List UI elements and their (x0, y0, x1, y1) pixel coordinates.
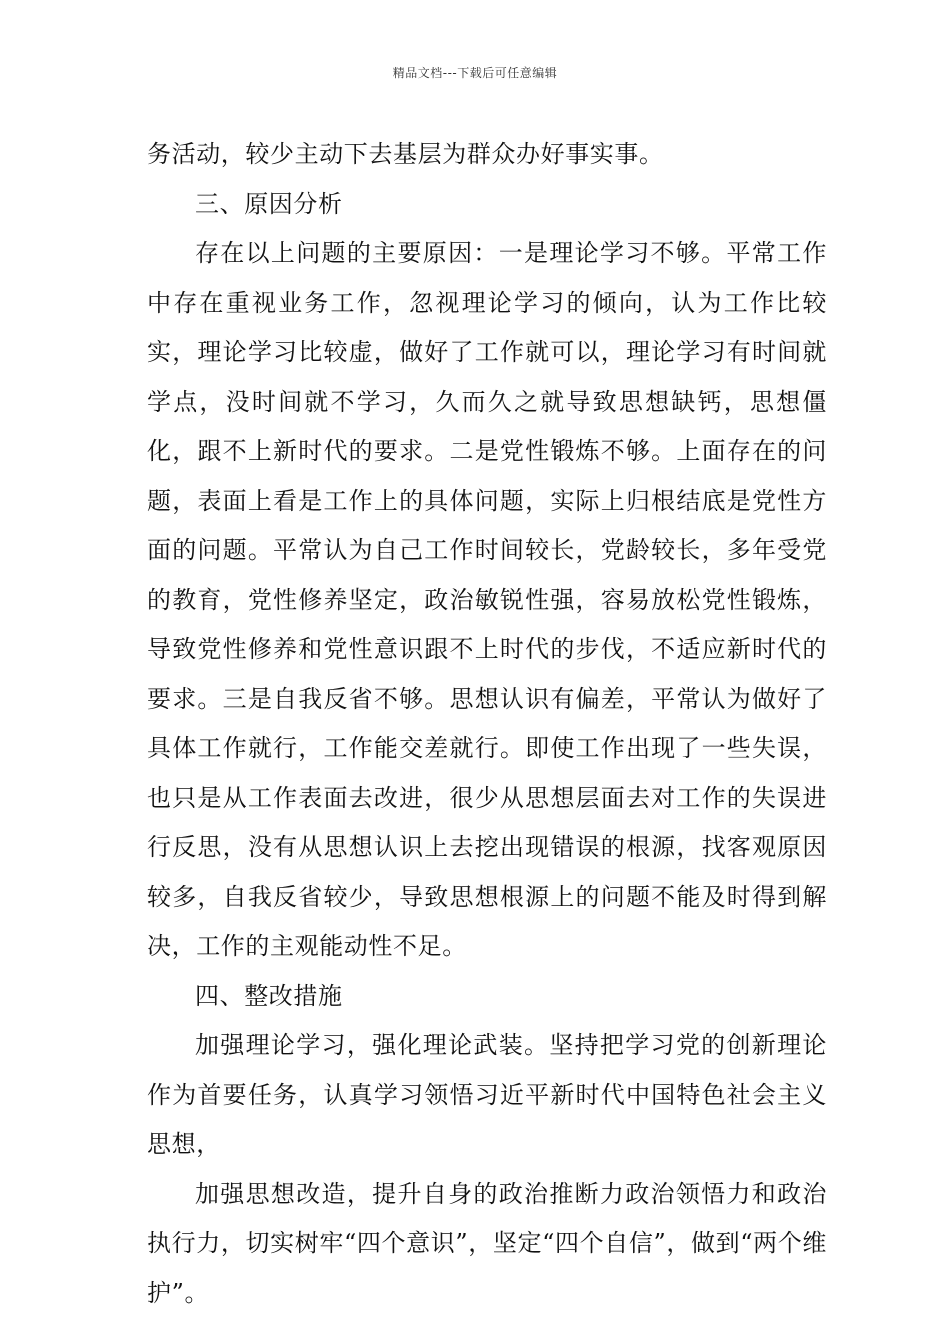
section-heading-cause-analysis: 三、原因分析 (195, 189, 343, 218)
document-body (147, 130, 827, 1318)
paragraph-cause-analysis: 存在以上问题的主要原因：一是理论学习不够。平常工作中存在重视业务工作，忽视理论学习的倾向，认为工作比较实，理论学习比较虚，做好了工作就可以，理论学习有时间就学点，没时间就不学习，久而久之就导致思想缺钙，思想僵化，跟不上新时代的要求。二是党性锻炼不够。上面存在的问题，表面上看是工作上的具体问题，实际上归根结底是党性方面的问题。平常认为自己工作时间较长，党龄较长，多年受党的教育，党性修养坚定，政治敏锐性强，容易放松党性锻炼，导致党性修养和党性意识跟不上时代的步伐，不适应新时代的要求。三是自我反省不够。思想认识有偏差，平常认为做好了具体工作就行，工作能交差就行。即使工作出现了一些失误，也只是从工作表面去改进，很少从思想层面去对工作的失误进行反思，没有从思想认识上去挖出现错误的根源，找客观原因较多，自我反省较少，导致思想根源上的问题不能及时得到解决，工作的主观能动性不足。 (147, 239, 827, 960)
page-header: 精品文档---下载后可任意编辑 (392, 66, 558, 80)
paragraph-continuation: 务活动，较少主动下去基层为群众办好事实事。 (147, 140, 664, 168)
paragraph-measure-thought-reform: 加强思想改造，提升自身的政治推断力政治领悟力和政治执行力，切实树牢“四个意识”，坚定“四个自信”，做到“两个维护”。 (147, 1179, 827, 1307)
paragraph-measure-theory-study: 加强理论学习，强化理论武装。坚持把学习党的创新理论作为首要任务，认真学习领悟习近平新时代中国特色社会主义思想， (147, 1031, 827, 1158)
section-heading-rectification: 四、整改措施 (195, 981, 343, 1010)
